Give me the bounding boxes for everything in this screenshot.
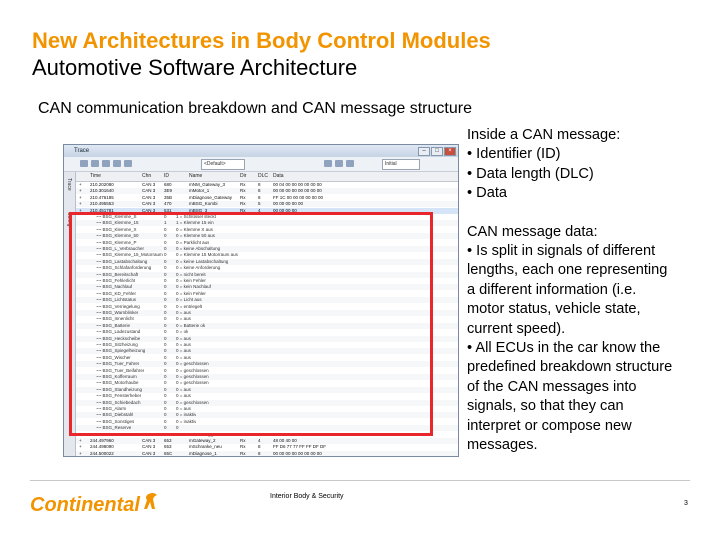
signal-cell: 0 xyxy=(164,393,167,399)
signal-cell: 0 xyxy=(164,342,167,347)
message-cell: 531 xyxy=(164,207,172,213)
message-cell: 210.202080 xyxy=(90,182,114,187)
signal-cell: ~~ BSG_Klemme_S xyxy=(96,214,137,219)
footer-divider xyxy=(30,480,690,481)
expand-icon[interactable]: + xyxy=(79,188,82,194)
signal-cell: ~~ BSG_Nachlauf xyxy=(96,284,133,290)
column-dir[interactable]: Dir xyxy=(240,173,247,179)
message-cell: 6FF xyxy=(164,431,173,437)
message-cell: 210.451781 xyxy=(90,207,114,213)
signal-cell: 0 xyxy=(164,246,167,251)
signal-cell: 0 = ok xyxy=(176,329,189,335)
column-name[interactable]: Name xyxy=(189,173,203,179)
message-cell: CAN 3 xyxy=(142,207,156,213)
signal-cell: 0 xyxy=(164,252,167,258)
signal-cell: 0 = nicht bereit xyxy=(176,271,206,277)
signal-cell: 0 = inaktiv xyxy=(176,418,197,424)
signal-cell: 0 = kein Nachlauf xyxy=(176,284,211,290)
column-id[interactable]: ID xyxy=(164,173,169,179)
message-cell: 470 xyxy=(164,201,172,207)
message-cell: Rx xyxy=(240,188,246,194)
trace-window-title xyxy=(64,145,458,157)
slide-title: New Architectures in Body Control Modules xyxy=(32,28,491,53)
slide-title-secondary: Automotive Software Architecture xyxy=(32,55,358,80)
signal-cell: ~~ BSG_Spiegelheizung xyxy=(96,348,146,354)
signal-cell: 0 xyxy=(164,418,167,424)
trace-window-title-text: Trace xyxy=(74,148,90,154)
signal-cell: ~~ BSG_KD_Fehler xyxy=(96,290,137,296)
message-cell: 8 xyxy=(258,182,261,187)
signal-cell: 0 = Klemme X aus xyxy=(176,226,213,232)
expand-icon[interactable]: + xyxy=(79,438,82,443)
signal-cell: 0 xyxy=(164,284,167,290)
signal-cell: 0 = aus xyxy=(176,393,191,399)
signal-cell: 0 xyxy=(164,278,167,283)
info-text xyxy=(467,126,717,456)
signal-cell: 0 xyxy=(164,271,167,277)
signal-cell: 1 = Schlüssel steckt xyxy=(176,214,216,219)
signal-cell: 0 = Klemme 50 aus xyxy=(176,233,215,239)
message-cell: Rx xyxy=(240,444,246,450)
info-bullet-id: • Identifier (ID) xyxy=(467,146,561,163)
signal-cell: ~~ BSG_Warnblinker xyxy=(96,310,139,315)
signal-cell: 0 xyxy=(164,290,167,296)
info-text-line: • All ECUs in the car know the xyxy=(467,340,661,357)
message-cell: FF 1C 00 00 00 00 00 00 xyxy=(273,194,324,200)
signal-cell: 0 = aus xyxy=(176,348,191,354)
toolbar-layout-icon[interactable] xyxy=(335,160,343,167)
signal-cell: 0 xyxy=(164,303,167,309)
message-cell: 244.497880 xyxy=(90,431,114,437)
info-text-line: lengths, each one representing xyxy=(467,262,668,279)
signal-cell: ~~ BSG_Ladezustand xyxy=(96,329,141,335)
message-cell: Rx xyxy=(240,450,246,456)
signal-cell: ~~ BSG_Standheizung xyxy=(96,386,143,392)
signal-cell: 1 = Klemme 15 ein xyxy=(176,220,214,226)
signal-cell: 0 = geschlossen xyxy=(176,380,209,386)
signal-cell: 0 xyxy=(164,335,167,341)
signal-cell: ~~ BSG_Fehlerlicht xyxy=(96,278,136,283)
page-number: 3 xyxy=(684,500,688,507)
message-cell: CAN 3 xyxy=(142,438,156,443)
message-cell: CAN 3 xyxy=(142,194,156,200)
signal-cell: ~~ BSG_Tuer_Beifahrer xyxy=(96,367,145,373)
horse-icon xyxy=(144,493,157,509)
signal-cell: ~~ BSG_Sonstiges xyxy=(96,418,135,424)
toolbar-clear-icon[interactable] xyxy=(346,160,354,167)
toolbar-select-initial[interactable]: Initial xyxy=(382,159,420,170)
message-cell: Rx xyxy=(240,194,246,200)
message-cell: Rx xyxy=(240,182,246,187)
message-cell: 48 00 40 00 xyxy=(273,438,297,443)
message-cell: 653 xyxy=(164,438,172,443)
message-row[interactable] xyxy=(76,195,458,201)
message-cell: 653 xyxy=(164,444,172,450)
signal-cell: ~~ BSG_Schlafanforderung xyxy=(96,265,152,271)
signal-cell: 0 = keine Abschaltung xyxy=(176,246,221,251)
signal-cell: ~~ BSG_Wischer xyxy=(96,354,131,360)
signal-cell: 0 = aus xyxy=(176,342,191,347)
signal-cell: 0 xyxy=(164,265,167,271)
signal-cell: 0 = aus xyxy=(176,386,191,392)
signal-cell: ~~ BSG_Fensterheber xyxy=(96,393,142,399)
message-cell: 210.301640 xyxy=(90,188,114,194)
signal-cell: ~~ BSG_Klemme_X xyxy=(96,226,137,232)
trace-grid-header xyxy=(76,172,458,182)
toolbar-play-icon[interactable] xyxy=(80,160,88,167)
message-cell: 210.495553 xyxy=(90,201,114,207)
signal-cell: 0 = geschlossen xyxy=(176,374,209,379)
message-cell: 244.500022 xyxy=(90,450,114,456)
column-data[interactable]: Data xyxy=(273,173,284,179)
signal-cell: 0 xyxy=(164,374,167,379)
expand-icon[interactable]: + xyxy=(79,444,82,450)
message-cell: 3E9 xyxy=(164,188,173,194)
signal-cell: 0 xyxy=(164,367,167,373)
signal-cell: ~~ BSG_Innenlicht xyxy=(96,316,134,322)
signal-cell: 0 xyxy=(164,354,167,360)
message-row[interactable] xyxy=(76,444,458,450)
logo-text: Continental xyxy=(30,494,140,516)
info-heading-message: Inside a CAN message: xyxy=(467,127,621,143)
signal-cell: 0 = Batterie ok xyxy=(176,322,206,328)
message-cell: mMotor_1 xyxy=(189,188,210,194)
maximize-icon[interactable]: □ xyxy=(431,147,443,156)
info-text-line: predefined breakdown structure xyxy=(467,359,673,376)
signal-cell: 0 xyxy=(164,386,167,392)
signal-cell: 0 = Klemme 15 Motorraum aus xyxy=(176,252,238,258)
info-text-line: of the CAN messages into xyxy=(467,378,637,395)
message-cell: CAN 3 xyxy=(142,201,156,207)
info-bullet-data: • Data xyxy=(467,185,507,202)
continental-logo xyxy=(30,487,160,521)
message-cell: Rx xyxy=(240,438,246,443)
signal-cell: 0 = geschlossen xyxy=(176,367,209,373)
message-cell: mBSG_Kombi xyxy=(189,201,218,207)
info-text-line: • Is split in signals of different xyxy=(467,243,656,260)
signal-cell: ~~ BSG_Klemme_15_Motorraum xyxy=(96,252,163,258)
close-icon[interactable]: × xyxy=(444,147,456,156)
signal-cell: 0 = keine Anforderung xyxy=(176,265,221,271)
signal-cell: 0 = kein Fehler xyxy=(176,278,206,283)
signal-cell: 0 = aus xyxy=(176,354,191,360)
message-cell: 5 xyxy=(258,201,261,207)
toolbar-stop-icon[interactable] xyxy=(91,160,99,167)
signal-cell: ~~ BSG_L_Verbraucher xyxy=(96,246,145,251)
message-cell: 65C xyxy=(164,450,173,456)
signal-cell: 0 = geschlossen xyxy=(176,361,209,367)
message-cell: mGateway_3 xyxy=(189,431,216,437)
signal-cell: 0 xyxy=(164,226,167,232)
slide-subtitle: CAN communication breakdown and CAN message structure xyxy=(38,100,472,117)
signal-cell: 0 xyxy=(164,399,167,405)
message-row[interactable] xyxy=(76,451,458,457)
signal-cell: 0 xyxy=(164,316,167,322)
signal-cell: 0 xyxy=(164,297,167,303)
signal-cell: ~~ BSG_Bereitschaft xyxy=(96,271,139,277)
expand-icon[interactable]: + xyxy=(79,431,82,437)
message-cell: 680 xyxy=(164,182,172,187)
signal-cell: ~~ BSG_Sitzheizung xyxy=(96,342,138,347)
column-chn[interactable]: Chn xyxy=(142,173,152,179)
signal-cell: ~~ BSG_Kofferraum xyxy=(96,374,137,379)
window-controls xyxy=(418,147,456,156)
signal-cell: 0 = Parklicht aus xyxy=(176,239,210,245)
toolbar-select-default[interactable]: <Default> xyxy=(201,159,245,170)
signal-cell: 0 = aus xyxy=(176,335,191,341)
signal-cell: 0 xyxy=(176,425,179,431)
signal-cell: ~~ BSG_Lastabschaltung xyxy=(96,258,148,264)
signal-cell: 0 xyxy=(164,233,167,239)
signal-cell: ~~ BSG_Motorhaube xyxy=(96,380,139,386)
info-bullet-dlc: • Data length (DLC) xyxy=(467,165,594,182)
message-cell: mDiagnose_1 xyxy=(189,450,217,456)
info-text-line: a different information (i.e. xyxy=(467,281,637,298)
message-cell: 210.476185 xyxy=(90,194,114,200)
expand-icon[interactable]: + xyxy=(79,450,82,456)
info-text-line: motor status, vehicle state, xyxy=(467,301,641,318)
signal-cell: 0 = aus xyxy=(176,316,191,322)
signal-cell: ~~ BSG_Batterie xyxy=(96,322,131,328)
signal-cell: ~~ BSG_Heckscheibe xyxy=(96,335,141,341)
signal-breakdown-highlight xyxy=(69,212,433,436)
signal-cell: 0 = aus xyxy=(176,406,191,411)
sidebar-tab-config[interactable]: Config xyxy=(66,212,72,227)
signal-cell: 0 = inaktiv xyxy=(176,412,197,418)
signal-cell: ~~ BSG_Diebstahl xyxy=(96,412,134,418)
signal-cell: 0 xyxy=(164,310,167,315)
signal-cell: 0 xyxy=(164,214,167,219)
message-cell: 00 00 00 00 00 00 00 00 xyxy=(273,450,322,456)
info-text-line: current speed). xyxy=(467,320,566,337)
column-dlc[interactable]: DLC xyxy=(258,173,269,179)
message-cell: CAN 3 xyxy=(142,444,156,450)
message-cell: CAN 3 xyxy=(142,182,156,187)
signal-cell: ~~ BSG_Alarm xyxy=(96,406,127,411)
message-cell: 8 xyxy=(258,444,261,450)
signal-cell: 0 xyxy=(164,380,167,386)
signal-cell: ~~ BSG_Reserve xyxy=(96,425,132,431)
sidebar-tab-trace[interactable]: Trace xyxy=(66,178,72,191)
message-cell: FF D6 77 77 FF FF DF DF xyxy=(273,444,327,450)
message-cell: mDiagnose_Gateway xyxy=(189,194,233,200)
signal-cell: ~~ BSG_Klemme_P xyxy=(96,239,137,245)
message-cell: 4 xyxy=(258,438,261,443)
signal-cell: 0 xyxy=(164,322,167,328)
message-cell: 4 xyxy=(258,207,261,213)
message-cell: 00 00 00 00 00 xyxy=(273,201,304,207)
info-text-line: signals, so that they can xyxy=(467,398,624,415)
signal-cell: 0 = Licht aus xyxy=(176,297,202,303)
message-cell: 00 00 00 00 xyxy=(273,207,297,213)
toolbar-filter-icon[interactable] xyxy=(102,160,110,167)
message-cell: Rx xyxy=(240,201,246,207)
message-cell: 00 04 00 00 00 00 00 00 xyxy=(273,182,322,187)
message-row[interactable] xyxy=(76,438,458,444)
signal-cell: 0 xyxy=(164,348,167,354)
info-heading-data: CAN message data: xyxy=(467,223,598,240)
signal-cell: ~~ BSG_Tuer_Fahrer xyxy=(96,361,140,367)
message-cell: 8 xyxy=(258,194,261,200)
message-cell: Rx xyxy=(240,431,246,437)
expand-icon[interactable]: + xyxy=(79,182,82,187)
message-cell: 8 xyxy=(258,431,261,437)
expand-icon[interactable]: + xyxy=(79,207,82,213)
signal-cell: ~~ BSG_Schiebedach xyxy=(96,399,141,405)
signal-cell: 0 = entriegelt xyxy=(176,303,203,309)
minimize-icon[interactable]: – xyxy=(418,147,430,156)
signal-cell: 0 xyxy=(164,239,167,245)
toolbar-column-icon[interactable] xyxy=(324,160,332,167)
toolbar-find-icon[interactable] xyxy=(113,160,121,167)
signal-cell: ~~ BSG_Lichtstatus xyxy=(96,297,137,303)
toolbar-options-icon[interactable] xyxy=(124,160,132,167)
message-cell: 8 xyxy=(258,188,261,194)
trace-toolbar xyxy=(64,157,458,172)
info-text-line: messages. xyxy=(467,437,538,454)
info-text-line: interpret or compose new xyxy=(467,417,632,434)
signal-cell: 0 = kein Fehler xyxy=(176,290,206,296)
signal-cell: 0 = geschlossen xyxy=(176,399,209,405)
signal-cell: 0 xyxy=(164,412,167,418)
message-cell: 35B xyxy=(164,194,173,200)
signal-cell: 0 xyxy=(164,425,167,431)
message-cell: 244.498090 xyxy=(90,444,114,450)
signal-cell: 0 xyxy=(164,361,167,367)
message-cell: CAN 3 xyxy=(142,188,156,194)
message-cell: Rx xyxy=(240,207,246,213)
signal-cell: 0 xyxy=(164,258,167,264)
message-cell: CAN 3 xyxy=(142,450,156,456)
message-cell: 00 00 00 00 00 00 00 00 xyxy=(273,431,322,437)
message-row[interactable] xyxy=(76,188,458,194)
expand-icon[interactable]: + xyxy=(79,194,82,200)
message-cell: mBSG_3 xyxy=(189,207,208,213)
column-time[interactable]: Time xyxy=(90,173,101,179)
message-cell: mNM_Gateway_3 xyxy=(189,182,226,187)
signal-cell: 0 xyxy=(164,329,167,335)
message-cell: 244.497960 xyxy=(90,438,114,443)
signal-cell: ~~ BSG_Verriegelung xyxy=(96,303,140,309)
signal-cell: ~~ BSG_Klemme_50 xyxy=(96,233,139,239)
footer-division: Interior Body & Security xyxy=(270,493,344,500)
message-cell: CAN 3 xyxy=(142,431,156,437)
signal-cell: 0 xyxy=(164,406,167,411)
message-row[interactable] xyxy=(76,182,458,188)
message-row[interactable] xyxy=(76,201,458,207)
signal-cell: ~~ BSG_Klemme_15 xyxy=(96,220,139,226)
signal-cell: 1 xyxy=(164,220,167,226)
expand-icon[interactable]: + xyxy=(79,201,82,207)
message-cell: mGateway_2 xyxy=(189,438,216,443)
message-cell: 8 xyxy=(258,450,261,456)
signal-cell: 0 = aus xyxy=(176,310,191,315)
signal-cell: 0 = keine Lastabschaltung xyxy=(176,258,229,264)
message-cell: 00 00 00 00 00 00 00 00 xyxy=(273,188,322,194)
message-cell: mSchranke_neu xyxy=(189,444,222,450)
